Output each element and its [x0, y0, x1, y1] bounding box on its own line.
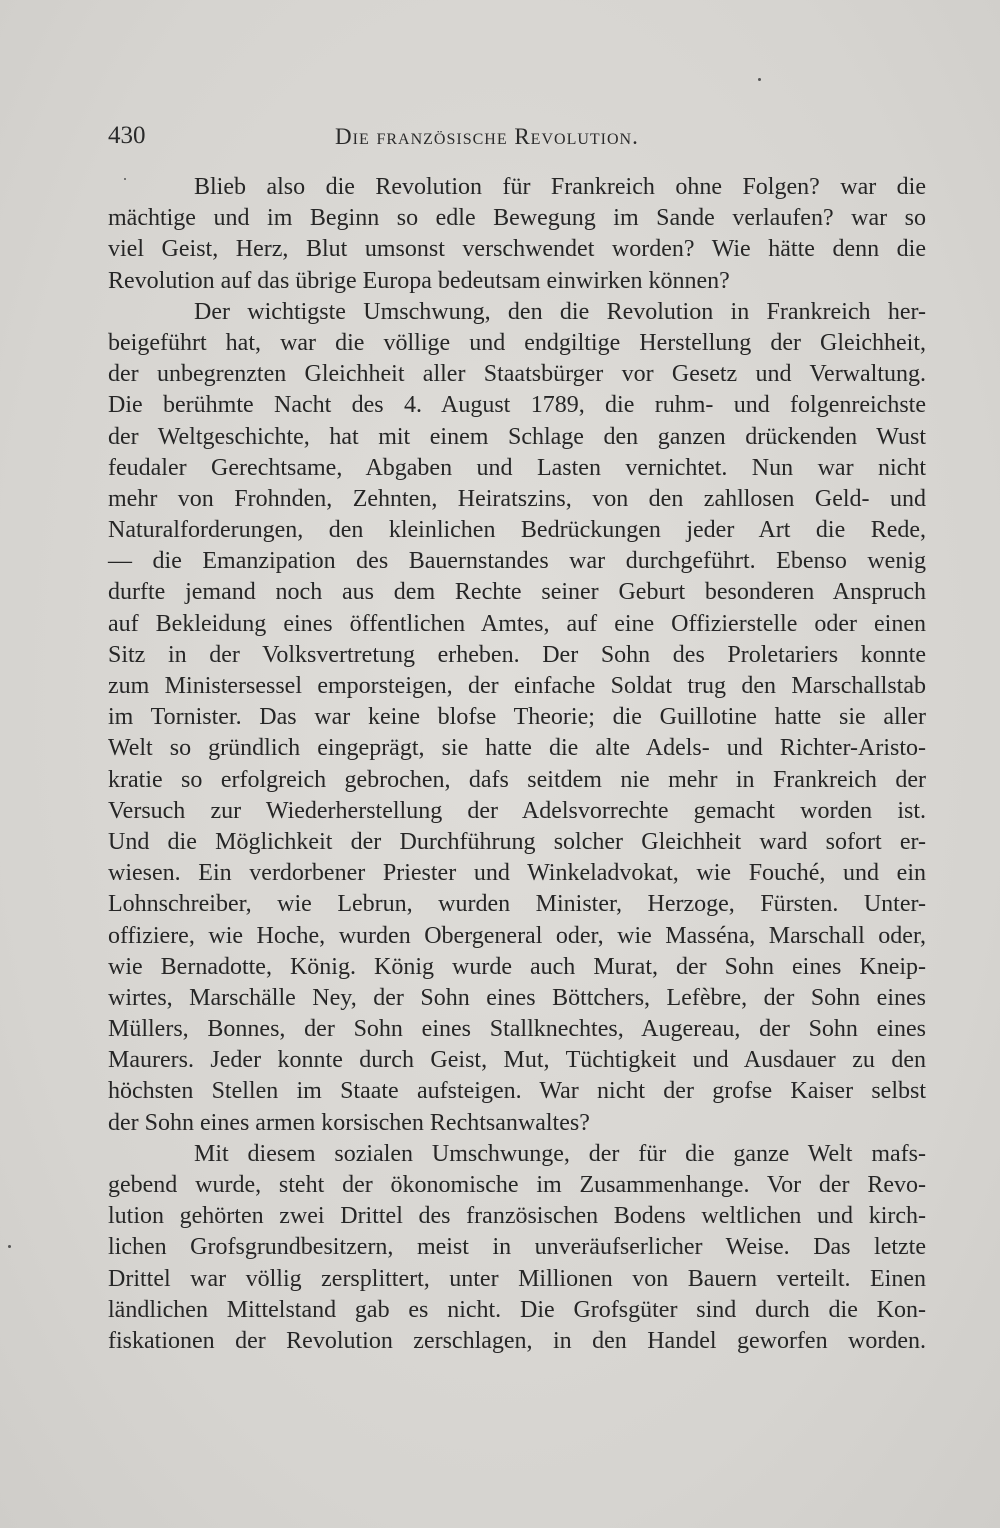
text-line: wie Bernadotte, König. König wurde auch Murat, der Sohn eines Kneip-	[108, 953, 926, 980]
text-line: Naturalforderungen, den kleinlichen Bedrückungen jeder Art die Rede,	[108, 517, 926, 544]
paragraph-2	[108, 297, 926, 1139]
text-line: lution gehörten zwei Drittel des französischen Bodens weltlichen und kirch-	[108, 1203, 926, 1230]
text-line: im Tornister. Das war keine blofse Theorie; die Guillotine hatte sie aller	[108, 704, 926, 731]
text-line: ländlichen Mittelstand gab es nicht. Die Grofsgüter sind durch die Kon-	[108, 1296, 926, 1323]
text-line: lichen Grofsgrundbesitzern, meist in unveräufserlicher Weise. Das letzte	[108, 1234, 926, 1261]
text-line: Sitz in der Volksvertretung erheben. Der Sohn des Proletariers konnte	[108, 641, 926, 668]
text-line: der Sohn eines armen korsischen Rechtsanwaltes?	[108, 1109, 590, 1136]
text-line: Müllers, Bonnes, der Sohn eines Stallknechtes, Augereau, der Sohn eines	[108, 1016, 926, 1043]
text-line: feudaler Gerechtsame, Abgaben und Lasten vernichtet. Nun war nicht	[108, 454, 926, 481]
text-line: auf Bekleidung eines öffentlichen Amtes, auf eine Offizierstelle oder einen	[108, 610, 926, 637]
text-line: offiziere, wie Hoche, wurden Obergeneral oder, wie Masséna, Marschall oder,	[108, 922, 926, 949]
paragraph-3	[108, 1139, 926, 1357]
text-line: Blieb also die Revolution für Frankreich ohne Folgen? war die	[194, 174, 926, 200]
text-line: Und die Möglichkeit der Durchführung solcher Gleichheit ward sofort er-	[108, 828, 926, 855]
running-title: Die französische Revolution.	[335, 124, 639, 149]
page-number: 430	[108, 122, 146, 149]
text-line: Drittel war völlig zersplittert, unter Millionen von Bauern verteilt. Einen	[108, 1265, 926, 1292]
text-line: mächtige und im Beginn so edle Bewegung im Sande verlaufen? war so	[108, 205, 926, 232]
text-line: wirtes, Marschälle Ney, der Sohn eines Böttchers, Lefèbre, der Sohn eines	[108, 984, 926, 1011]
text-line: Revolution auf das übrige Europa bedeutsam einwirken können?	[108, 267, 730, 294]
text-line: Lohnschreiber, wie Lebrun, wurden Minister, Herzoge, Fürsten. Unter-	[108, 891, 926, 918]
paper-speck	[758, 78, 761, 81]
body-text	[108, 172, 926, 1357]
text-line: — die Emanzipation des Bauernstandes war durchgeführt. Ebenso wenig	[108, 548, 926, 575]
text-line: Maurers. Jeder konnte durch Geist, Mut, Tüchtigkeit und Ausdauer zu den	[108, 1047, 926, 1074]
paper-speck	[124, 178, 126, 180]
text-line: wiesen. Ein verdorbener Priester und Winkeladvokat, wie Fouché, und ein	[108, 860, 926, 887]
text-line: der unbegrenzten Gleichheit aller Staatsbürger vor Gesetz und Verwaltung.	[108, 361, 926, 388]
text-line: kratie so erfolgreich gebrochen, dafs seitdem nie mehr in Frankreich der	[108, 766, 926, 793]
text-line: höchsten Stellen im Staate aufsteigen. War nicht der grofse Kaiser selbst	[108, 1078, 926, 1105]
text-line: mehr von Frohnden, Zehnten, Heiratszins, von den zahllosen Geld- und	[108, 485, 926, 512]
text-line: viel Geist, Herz, Blut umsonst verschwendet worden? Wie hätte denn die	[108, 236, 926, 263]
paragraph-1	[108, 172, 926, 297]
text-line: Die berühmte Nacht des 4. August 1789, die ruhm- und folgenreichste	[108, 392, 926, 419]
text-line: durfte jemand noch aus dem Rechte seiner Geburt besonderen Anspruch	[108, 579, 926, 606]
text-line: Versuch zur Wiederherstellung der Adelsvorrechte gemacht worden ist.	[108, 797, 926, 824]
text-line: gebend wurde, steht der ökonomische im Zusammenhange. Vor der Revo-	[108, 1172, 926, 1198]
text-line: Der wichtigste Umschwung, den die Revolution in Frankreich her-	[194, 298, 926, 325]
page-header	[108, 122, 928, 162]
text-line: Mit diesem sozialen Umschwunge, der für die ganze Welt mafs-	[194, 1140, 926, 1167]
text-line: fiskationen der Revolution zerschlagen, in den Handel geworfen worden.	[108, 1327, 926, 1354]
text-line: zum Ministersessel emporsteigen, der einfache Soldat trug den Marschallstab	[108, 673, 926, 699]
text-line: Welt so gründlich eingeprägt, sie hatte die alte Adels- und Richter-Aristo-	[108, 735, 926, 762]
text-line: beigeführt hat, war die völlige und endgiltige Herstellung der Gleichheit,	[108, 329, 926, 356]
text-line: der Weltgeschichte, hat mit einem Schlage den ganzen drückenden Wust	[108, 423, 926, 450]
paper-speck	[8, 1245, 11, 1248]
